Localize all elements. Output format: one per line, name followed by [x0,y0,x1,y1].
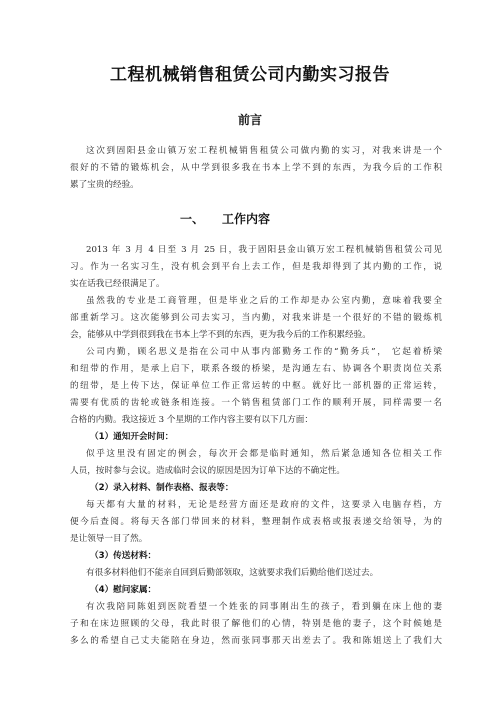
item-line: 多么的希望自己丈夫能陪在身边，然而张同事那天出差去了。我和陈姐送上了我们大 [70,636,442,646]
preface-line: 这次到固阳县金山镇万宏工程机械销售租赁公司做内勤的实习，对我来讲是一个 [86,146,442,156]
paragraph-line: 2013 年 3 月 4 日至 3 月 25 日，我于固阳县金山镇万宏工程机械销售租赁公司见 [86,245,442,255]
item-line: 有很多材料他们不能亲自回到后勤部领取，这就要求我们后勤给他们送过去。 [86,568,379,578]
item-line: 似乎这里没有固定的例会，每次开会都是临时通知，然后紧急通知各位相关工作 [86,449,442,459]
item-line: 人员，按时参与会议。造成临时会议的原因是因为订单下达的不确定性。 [70,466,346,476]
paragraph-line: 习。作为一名实习生，没有机会到平台上去工作，但是我却得到了其内勤的工作，说 [70,262,442,272]
section-number: 一、 [180,212,205,226]
paragraph-line: 虽然我的专业是工商管理，但是毕业之后的工作却是办公室内勤，意味着我要全 [86,296,442,306]
item-heading: （4）慰问家属： [90,585,157,595]
paragraph-line: 实在话我已经很满足了。 [70,279,165,289]
preface-heading: 前言 [237,113,262,127]
paragraph-line: 部重新学习。这次能够到公司去实习，当内勤，对我来讲是一个很好的不错的锻炼机 [70,313,442,323]
item-heading: （3）传送材料： [90,551,157,561]
paragraph-line: 会，能够从中学到很到我在书本上学不到的东西，更为我今后的工作积累经验。 [70,330,371,340]
document-title: 工程机械销售租赁公司内勤实习报告 [110,65,390,85]
paragraph-line: 公司内勤，顾名思义是指在公司中从事内部勤务工作的“勤务兵”， 它起着桥梁 [86,347,442,357]
paragraph-line: 合格的内勤。我这接近 3 个星期的工作内容主要有以下几方面： [70,415,313,425]
paragraph-line: 和纽带的作用，是承上启下，联系各级的桥梁，是沟通左右、协调各个职责岗位关系 [70,364,442,374]
item-line: 有次我陪同陈姐到医院看望一个姓张的同事刚出生的孩子，看到躺在床上他的妻 [86,602,442,612]
item-line: 是让领导一目了然。 [70,534,148,544]
paragraph-line: 的纽带，是上传下达，保证单位工作正常运转的中枢。就好比一部机器的正常运转， [70,381,442,391]
item-line: 子和在床边照顾的父母，我此时很了解他们的心情，特别是他的妻子，这个时候她是 [70,619,442,629]
paragraph-line: 需要有优质的齿轮或链条相连接。一个销售租赁部门工作的顺利开展，同样需要一名 [70,398,442,408]
section-title: 工作内容 [222,212,271,226]
item-line: 每天都有大量的材料，无论是经营方面还是政府的文件，这要录入电脑存档，方 [86,500,442,510]
item-line: 便今后查阅。将每天各部门带回来的材料，整理制作成表格或报表递交给领导，为的 [70,517,442,527]
item-heading: （2）录入材料、制作表格、报表等： [90,483,234,493]
preface-line: 很好的不错的锻炼机会，从中学到很多我在书本上学不到的东西，为我今后的工作积 [70,163,442,173]
preface-line: 累了宝贵的经验。 [70,180,139,190]
item-heading: （1）通知开会时间： [90,432,174,442]
section-heading [180,210,270,227]
